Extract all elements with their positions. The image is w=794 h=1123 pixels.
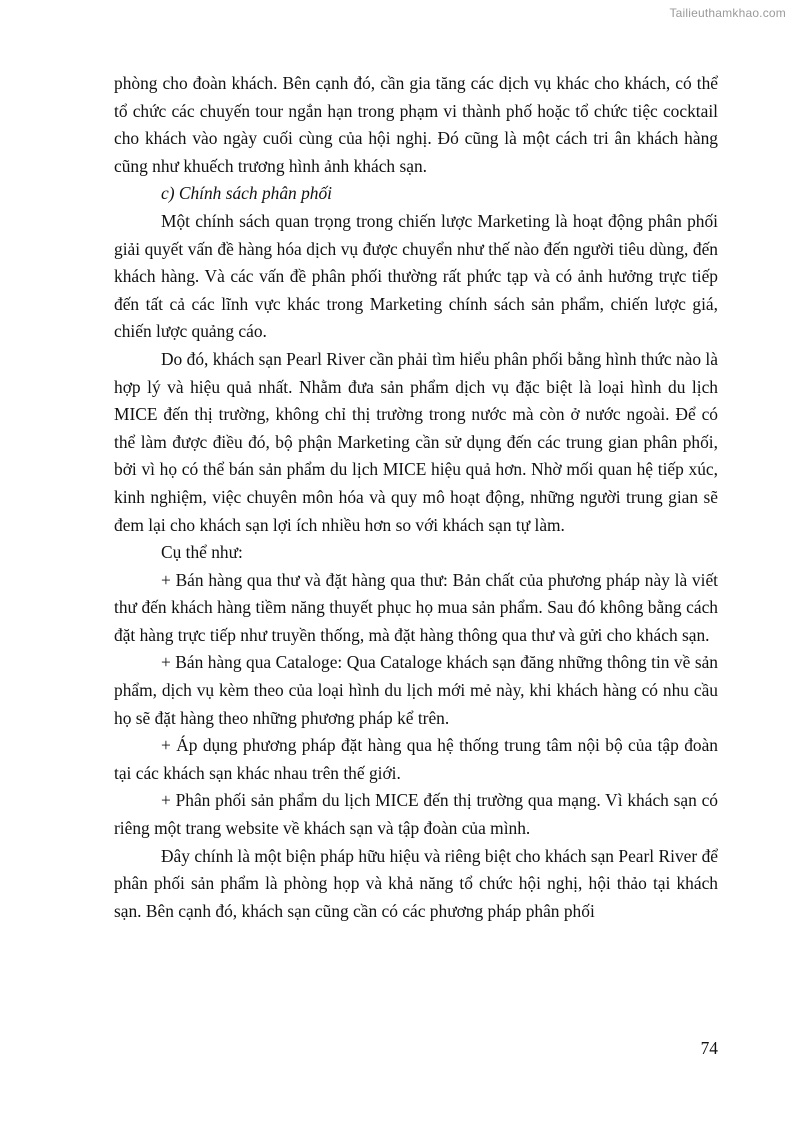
page-number: 74 <box>700 1038 718 1058</box>
paragraph-conclusion: Đây chính là một biện pháp hữu hiệu và riêng biệt cho khách sạn Pearl River để phân phối sản phẩm là phòng họp và khả năng tổ chức hội nghị, hội thảo tại khách sạn. Bên cạnh đó, khách sạn cũng cần có các phương pháp phân phối <box>114 845 718 921</box>
section-heading: c) Chính sách phân phối <box>161 183 332 204</box>
paragraph-pearl-river: Do đó, khách sạn Pearl River cần phải tìm hiểu phân phối bằng hình thức nào là hợp lý và hiệu quả nhất. Nhằm đưa sản phẩm dịch vụ đặc biệt là loại hình du lịch MICE đến thị trường, không chỉ thị trường trong nước mà còn ở nước ngoài. Để có thể làm được điều đó, bộ phận Marketing cần sử dụng đến các trung gian phân phối, bởi vì họ có thể bán sản phẩm du lịch MICE hiệu quả hơn. Nhờ mối quan hệ tiếp xúc, kinh nghiệm, việc chuyên môn hóa và quy mô hoạt động, những người trung gian sẽ đem lại cho khách sạn lợi ích nhiều hơn so với khách sạn tự làm. <box>114 348 718 535</box>
paragraph-specifically: Cụ thể như: <box>161 542 243 563</box>
page-body <box>114 70 718 925</box>
paragraph-continuation: phòng cho đoàn khách. Bên cạnh đó, cần gia tăng các dịch vụ khác cho khách, có thể tổ chức các chuyến tour ngắn hạn trong phạm vi thành phố hoặc tổ chức tiệc cocktail cho khách vào ngày cuối cùng của hội nghị. Đó cũng là một cách tri ân khách hàng cũng như khuếch trương hình ảnh khách sạn. <box>114 73 718 176</box>
paragraph-distribution-policy: Một chính sách quan trọng trong chiến lược Marketing là hoạt động phân phối giải quyết vấn đề hàng hóa dịch vụ được chuyển như thế nào đến người tiêu dùng, đến khách hàng. Và các vấn đề phân phối thường rất phức tạp và có ảnh hưởng trực tiếp đến tất cả các lĩnh vực khác trong Marketing chính sách sản phẩm, chiến lược giá, chiến lược quảng cáo. <box>114 210 718 342</box>
list-item-online: + Phân phối sản phẩm du lịch MICE đến thị trường qua mạng. Vì khách sạn có riêng một trang website về khách sạn và tập đoàn của mình. <box>114 790 718 839</box>
watermark-text: Tailieuthamkhao.com <box>669 6 786 20</box>
list-item-internal-system: + Áp dụng phương pháp đặt hàng qua hệ thống trung tâm nội bộ của tập đoàn tại các khách sạn khác nhau trên thế giới. <box>114 735 718 783</box>
list-item-mail-order: + Bán hàng qua thư và đặt hàng qua thư: Bản chất của phương pháp này là viết thư đến khách hàng tiềm năng thuyết phục họ mua sản phẩm. Sau đó không bằng cách đặt hàng trực tiếp như truyền thống, mà đặt hàng thông qua thư và gửi cho khách sạn. <box>114 569 718 645</box>
list-item-catalogue: + Bán hàng qua Cataloge: Qua Cataloge khách sạn đăng những thông tin về sản phẩm, dịch vụ kèm theo của loại hình du lịch mới mẻ này, khi khách hàng có nhu cầu họ sẽ đặt hàng theo những phương pháp kể trên. <box>114 652 718 728</box>
